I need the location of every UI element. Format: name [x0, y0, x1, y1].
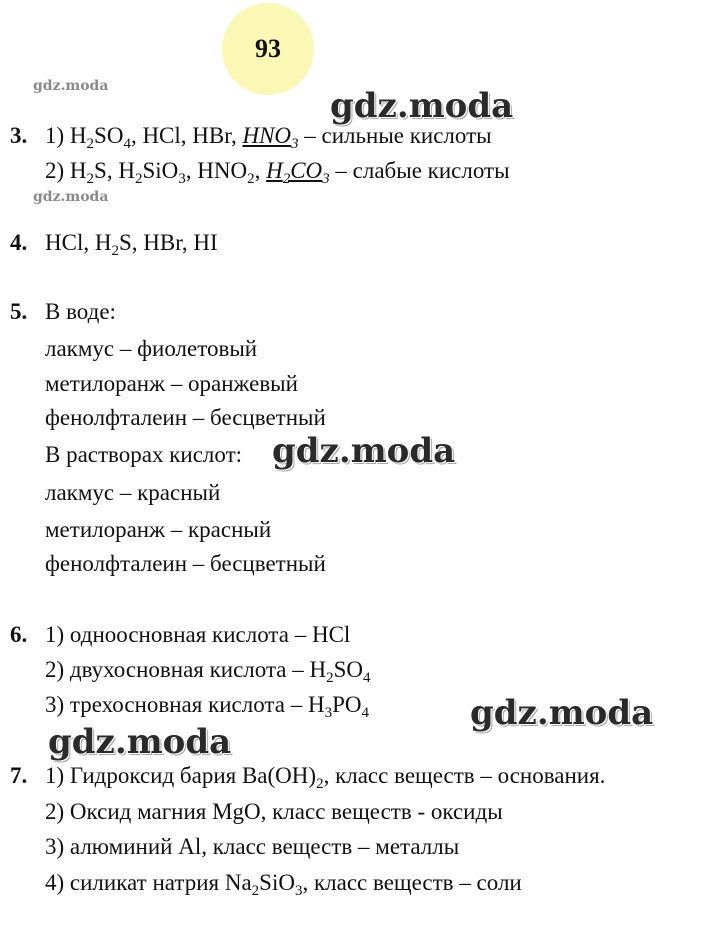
task-5-line: метилоранж – красный	[45, 517, 272, 542]
task-5-line: лакмус – красный	[45, 480, 221, 505]
task-6-line-1: 1) одноосновная кислота – HCl	[45, 622, 351, 647]
watermark-small: gdz.moda	[33, 78, 109, 94]
task-5-number: 5.	[10, 299, 28, 324]
task-6-line-2: 2) двухосновная кислота – $H_2SO_4$	[45, 657, 371, 686]
task-7-line-1: 1) Гидроксид бария $Ba(OH)_2$, класс веществ – основания.	[45, 763, 606, 792]
strong-acid-underlined: $HNO_3$	[242, 123, 299, 152]
task-3-number: 3.	[10, 123, 28, 148]
watermark-logo: gdz.moda	[272, 431, 456, 471]
task-4-line: HCl, $H_2S$, HBr, HI	[45, 230, 218, 259]
task-5-line: В растворах кислот:	[45, 442, 243, 467]
task-5-line: лакмус – фиолетовый	[45, 336, 258, 361]
task-5-line: В воде:	[45, 299, 116, 324]
task-5-line: фенолфталеин – бесцветный	[45, 551, 326, 576]
weak-acid-underlined: $H_2CO_3$	[266, 158, 330, 187]
task-5-line: фенолфталеин – бесцветный	[45, 405, 326, 430]
task-7-number: 7.	[10, 763, 28, 788]
watermark-logo: gdz.moda	[470, 693, 654, 733]
watermark-logo: gdz.moda	[48, 722, 232, 762]
watermark-logo: gdz.moda	[330, 86, 514, 126]
task-3-line-2: 2) $H_2S$, $H_2SiO_3$, $HNO_2$, $H_2CO_3$ – слабые кислоты	[45, 158, 510, 187]
task-5-line: метилоранж – оранжевый	[45, 371, 298, 396]
task-7-line-4: 4) силикат натрия $Na_2SiO_3$, класс веществ – соли	[45, 870, 522, 899]
task-4-number: 4.	[10, 230, 28, 255]
page-number-badge	[222, 3, 314, 95]
task-6-number: 6.	[10, 622, 28, 647]
task-7-line-2: 2) Оксид магния MgO, класс веществ - оксиды	[45, 799, 503, 824]
task-6-line-3: 3) трехосновная кислота – $H_3PO_4$	[45, 692, 369, 721]
page-number: 93	[255, 34, 281, 63]
watermark-small: gdz.moda	[33, 189, 109, 205]
task-3-line-1: 1) $H_2SO_4$, HCl, HBr, $HNO_3$ – сильные кислоты	[45, 123, 492, 152]
task-7-line-3: 3) алюминий Al, класс веществ – металлы	[45, 834, 460, 859]
